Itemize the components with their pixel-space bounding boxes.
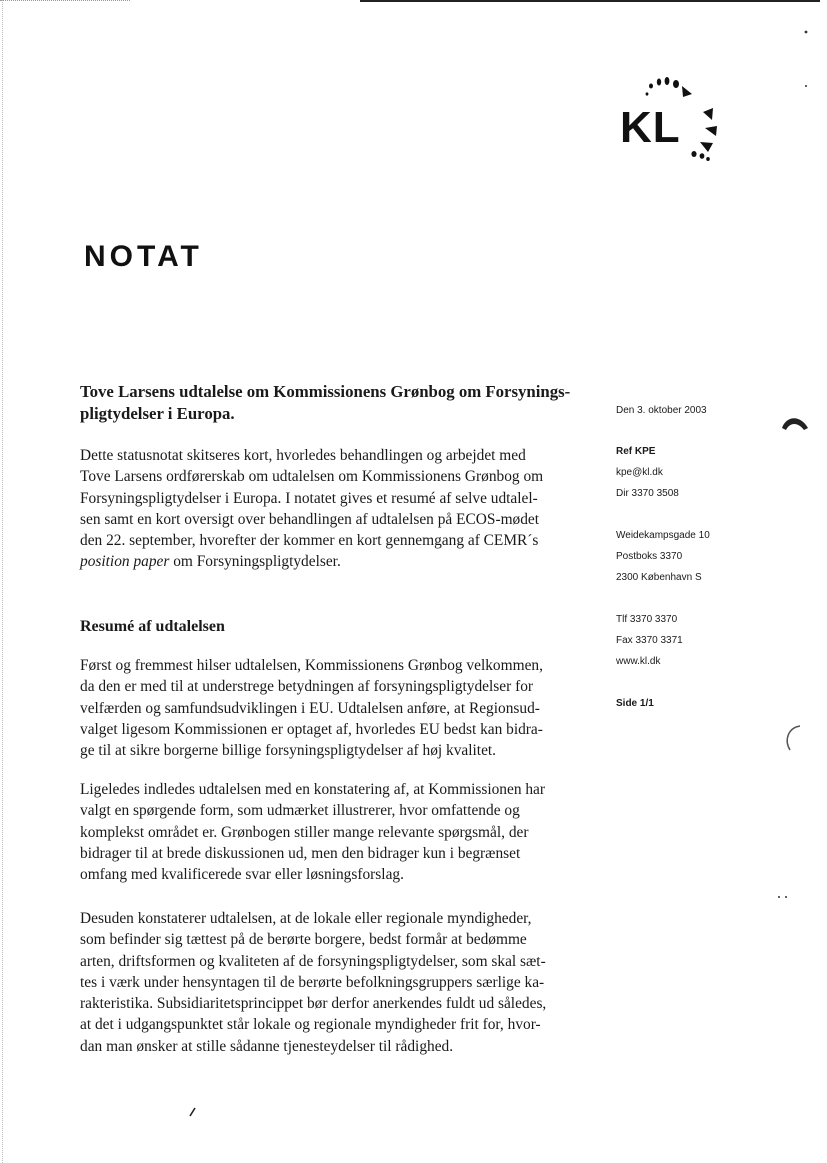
text-line: Først og fremmest hilser udtalelsen, Kommissionens Grønbog velkommen, <box>80 657 543 674</box>
text-line: ge til at sikre borgerne billige forsyningspligtydelser af høj kvalitet. <box>80 742 497 760</box>
text-line: velfærden og samfundsudviklingen i EU. Udtalelsen anføre, at Regionsud- <box>80 699 540 717</box>
scan-dotted-line <box>0 0 130 2</box>
page-number: Side 1/1 <box>616 698 654 709</box>
kl-logo <box>620 72 730 172</box>
po-box: Postboks 3370 <box>616 551 683 562</box>
email: kpe@kl.dk <box>616 467 663 478</box>
hole-punch-mark-icon <box>780 412 810 442</box>
scan-solid-line <box>360 0 820 2</box>
fax: Fax 3370 3371 <box>616 635 683 646</box>
text-line: rakteristika. Subsidiaritetsprincippet bør derfor anerkendes fuldt ud således, <box>80 995 547 1013</box>
text-line: den 22. september, hvorefter der kommer en kort gennemgang af CEMR´s <box>80 532 539 550</box>
document-heading: NOTAT <box>84 240 203 273</box>
italic-term: position paper <box>80 553 170 571</box>
text-line: dan man ønsker at stille sådanne tjenesteydelser til rådighed. <box>80 1037 454 1055</box>
text-line: at det i udgangspunktet står lokale og regionale myndigheder frit for, hvor- <box>80 1016 541 1034</box>
kl-logo-text: KL <box>620 103 681 152</box>
sidebar-contact-block <box>616 441 766 504</box>
scan-top-border <box>0 0 827 3</box>
hole-punch-mark-icon <box>780 722 810 762</box>
sidebar-address-block <box>616 525 766 588</box>
reference: Ref KPE <box>616 446 656 457</box>
sidebar-phone-block <box>616 609 766 672</box>
text-line <box>80 551 600 572</box>
paragraph-summary <box>80 655 600 761</box>
title-line: Tove Larsens udtalelse om Kommissionens Grønbog om Forsynings- <box>80 382 571 401</box>
paragraph-form <box>80 779 600 885</box>
speck-mark-icon <box>188 1106 198 1118</box>
phone: Tlf 3370 3370 <box>616 614 678 625</box>
text-line: Forsyningspligtydelser i Europa. I notatet gives et resumé af selve udtalel- <box>80 489 538 507</box>
website: www.kl.dk <box>616 656 661 667</box>
text-line: sen samt en kort oversigt over behandlingen af udtalelsen på ECOS-mødet <box>80 510 540 528</box>
scan-left-edge <box>2 0 4 1163</box>
document-date: Den 3. oktober 2003 <box>616 405 707 416</box>
text-line: valget ligesom Kommissionen er optaget af, hvorledes EU bedst kan bidra- <box>80 720 543 738</box>
text-line: Desuden konstaterer udtalelsen, at de lokale eller regionale myndigheder, <box>80 910 532 927</box>
paragraph-subsidiarity <box>80 908 600 1057</box>
text-line: valgt en spørgende form, som udmærket illustrerer, hvor omfattende og <box>80 802 520 820</box>
text-line: Ligeledes indledes udtalelsen med en konstatering af, at Kommissionen har <box>80 781 546 798</box>
sidebar-page-block <box>616 693 766 714</box>
direct-phone: Dir 3370 3508 <box>616 488 679 499</box>
text-line: arten, driftsformen og kvaliteten af de forsyningspligtydelser, som skal sæt- <box>80 952 546 970</box>
text-line: Dette statusnotat skitseres kort, hvorledes behandlingen og arbejdet med <box>80 447 526 464</box>
section-heading: Resumé af udtalelsen <box>80 618 225 635</box>
speck-mark-icon <box>802 28 812 98</box>
text-line: Tove Larsens ordførerskab om udtalelsen om Kommissionens Grønbog om <box>80 468 544 486</box>
text-line: komplekst området er. Grønbogen stiller mange relevante spørgsmål, der <box>80 823 529 841</box>
text-line: da den er med til at understrege betydningen af forsyningspligtydelser for <box>80 678 534 696</box>
intro-paragraph <box>80 445 600 573</box>
title-line: pligtydelser i Europa. <box>80 404 235 423</box>
sidebar-date-block <box>616 400 766 421</box>
text-line: omfang med kvalificerede svar eller løsningsforslag. <box>80 866 404 884</box>
street-address: Weidekampsgade 10 <box>616 530 710 541</box>
text-line: tes i værk under hensyntagen til de berørte befolkningsgruppers særlige ka- <box>80 973 545 991</box>
speck-mark-icon <box>776 893 792 901</box>
document-title <box>80 381 600 425</box>
text-line: som befinder sig tættest på de berørte borgere, bedst formår at bedømme <box>80 931 527 949</box>
postal-city: 2300 København S <box>616 572 702 583</box>
text-fragment: om Forsyningspligtydelser. <box>169 553 341 571</box>
text-line: bidrager til at brede diskussionen ud, men den bidrager kun i begrænset <box>80 844 521 862</box>
